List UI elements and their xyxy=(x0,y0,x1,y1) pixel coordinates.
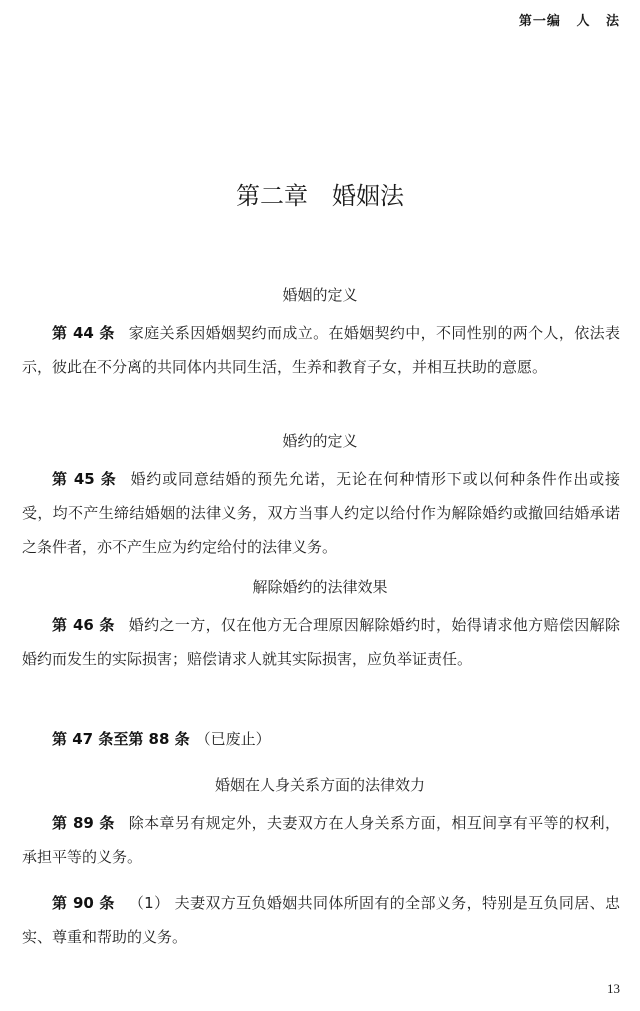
article-47-88 xyxy=(22,722,620,756)
article-number: 第 44 条 xyxy=(52,324,115,342)
section-heading: 婚姻在人身关系方面的法律效力 xyxy=(214,776,425,794)
chapter-title xyxy=(0,176,640,211)
article-text: 家庭关系因婚姻契约而成立。在婚姻契约中，不同性别的两个人，依法表示，彼此在不分离的共同体内共同生活，生养和教育子女，并相互扶助的意愿。 xyxy=(22,324,620,376)
article-text: 婚约之一方，仅在他方无合理原因解除婚约时，始得请求他方赔偿因解除婚约而发生的实际损害；赔偿请求人就其实际损害，应负举证责任。 xyxy=(22,616,620,668)
article-number: 第 46 条 xyxy=(52,616,115,634)
section-heading: 解除婚约的法律效果 xyxy=(252,578,388,596)
section-heading: 婚约的定义 xyxy=(282,432,358,450)
article-45 xyxy=(22,462,620,564)
article-90 xyxy=(22,886,620,954)
running-head-title-a: 人 xyxy=(576,14,591,29)
article-text: （已废止） xyxy=(195,730,271,748)
article-number: 第 89 条 xyxy=(52,814,115,832)
section-heading: 婚姻的定义 xyxy=(282,286,358,304)
page-number: 13 xyxy=(607,981,620,996)
article-text: （1） 夫妻双方互负婚姻共同体所固有的全部义务，特别是互负同居、忠实、尊重和帮助的义务。 xyxy=(22,894,620,946)
article-number: 第 90 条 xyxy=(52,894,115,912)
article-44 xyxy=(22,316,620,384)
article-text: 除本章另有规定外，夫妻双方在人身关系方面，相互间享有平等的权利，承担平等的义务。 xyxy=(22,814,620,866)
running-head-part: 第一编 xyxy=(518,14,561,29)
running-head-title-b: 法 xyxy=(605,14,620,29)
chapter-label: 第二章 xyxy=(236,182,308,210)
article-number: 第 45 条 xyxy=(52,470,117,488)
article-89 xyxy=(22,806,620,874)
article-46 xyxy=(22,608,620,676)
chapter-name: 婚姻法 xyxy=(332,182,404,210)
article-number: 第 47 条至第 88 条 xyxy=(52,730,190,748)
running-head xyxy=(509,10,620,29)
article-text: 婚约或同意结婚的预先允诺，无论在何种情形下或以何种条件作出或接受，均不产生缔结婚姻的法律义务，双方当事人约定以给付作为解除婚约或撤回结婚承诺之条件者，亦不产生应为约定给付的法律义务。 xyxy=(22,470,620,556)
